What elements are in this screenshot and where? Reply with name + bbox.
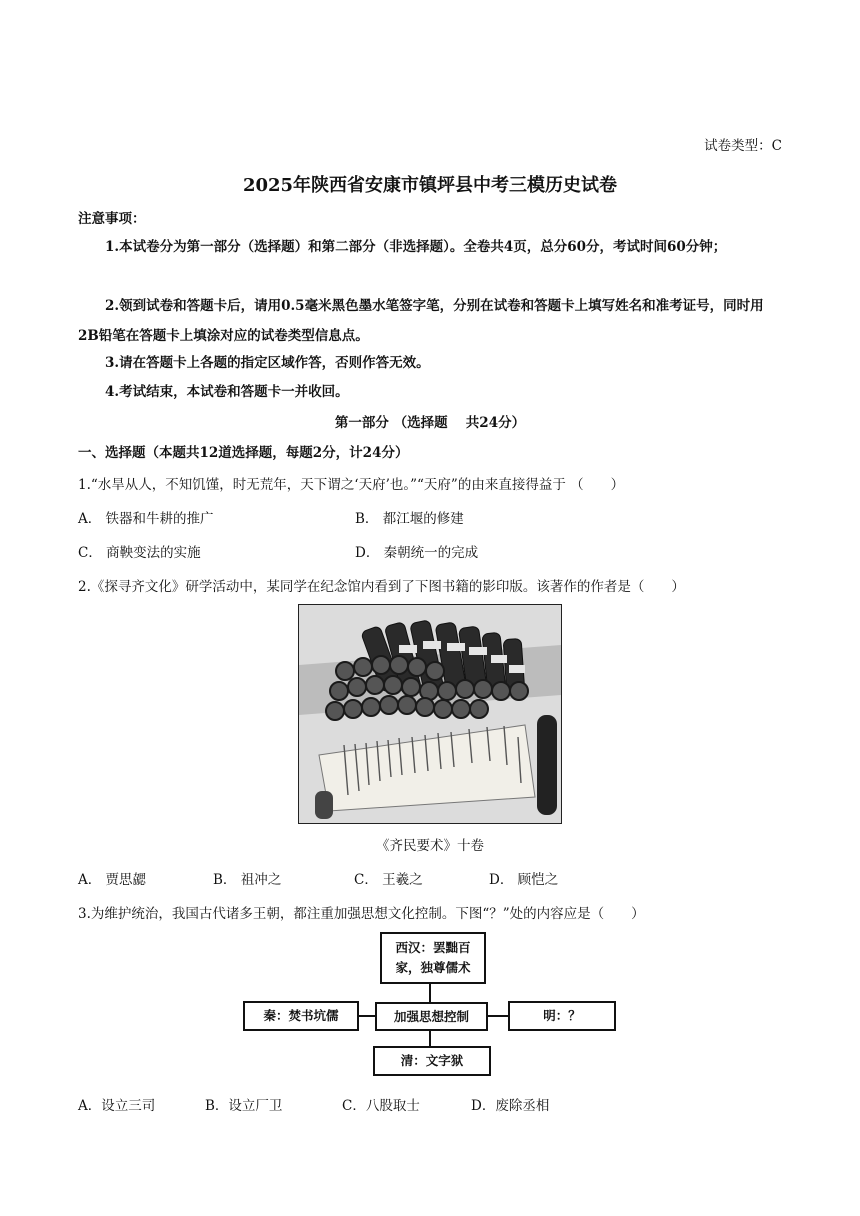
image-caption: 《齐民要术》十卷 bbox=[376, 838, 484, 854]
q1-option-c: C． 商鞅变法的实施 bbox=[78, 545, 201, 561]
connector-left bbox=[357, 1015, 375, 1017]
connector-bottom bbox=[429, 1029, 431, 1046]
box-center: 加强思想控制 bbox=[375, 1002, 488, 1031]
q3-option-d: D．废除丞相 bbox=[471, 1098, 550, 1114]
section-heading: 一、选择题（本题共12道选择题，每题2分，计24分） bbox=[78, 445, 409, 461]
q1-option-d: D． 秦朝统一的完成 bbox=[355, 545, 479, 561]
q2-option-d: D． 顾恺之 bbox=[489, 872, 559, 888]
question-1-stem: 1.“水旱从人，不知饥馑，时无荒年，天下谓之‘天府’也。”“天府”的由来直接得益于 （ ） bbox=[78, 477, 625, 493]
q3-option-c: C．八股取士 bbox=[342, 1098, 420, 1114]
notice-heading: 注意事项： bbox=[78, 211, 146, 227]
box-western-han: 西汉：罢黜百家，独尊儒术 bbox=[380, 932, 486, 984]
q2-option-b: B． 祖冲之 bbox=[213, 872, 282, 888]
q2-option-a: A． 贾思勰 bbox=[78, 872, 147, 888]
box-qing: 清：文字狱 bbox=[373, 1046, 491, 1076]
scroll-illustration bbox=[299, 605, 561, 823]
q2-option-c: C． 王羲之 bbox=[354, 872, 423, 888]
connector-right bbox=[486, 1015, 508, 1017]
box-ming: 明：？ bbox=[508, 1001, 616, 1031]
notice-item-1: 1.本试卷分为第一部分（选择题）和第二部分（非选择题）。全卷共4页，总分60分，考试时间60分钟； bbox=[105, 239, 727, 255]
connector-top bbox=[429, 982, 431, 1004]
notice-item-2: 2.领到试卷和答题卡后，请用0.5毫米黑色墨水笔签字笔，分别在试卷和答题卡上填写姓名和准考证号，同时用2B铅笔在答题卡上填涂对应的试卷类型信息点。 bbox=[78, 298, 764, 344]
book-scroll-photo bbox=[298, 604, 562, 824]
paper-type-label: 试卷类型：C bbox=[704, 138, 782, 154]
question-2-stem: 2.《探寻齐文化》研学活动中，某同学在纪念馆内看到了下图书籍的影印版。该著作的作者是（ ） bbox=[78, 579, 685, 595]
part-one-title: 第一部分 （选择题 共24分） bbox=[334, 415, 526, 431]
notice-item-3: 3.请在答题卡上各题的指定区域作答，否则作答无效。 bbox=[105, 355, 430, 371]
exam-title: 2025年陕西省安康市镇坪县中考三模历史试卷 bbox=[242, 175, 618, 196]
q1-option-b: B． 都江堰的修建 bbox=[355, 511, 464, 527]
q1-option-a: A． 铁器和牛耕的推广 bbox=[78, 511, 214, 527]
box-qin: 秦：焚书坑儒 bbox=[243, 1001, 359, 1031]
q3-option-a: A．设立三司 bbox=[78, 1098, 156, 1114]
q3-option-b: B．设立厂卫 bbox=[205, 1098, 283, 1114]
question-3-stem: 3.为维护统治，我国古代诸多王朝，都注重加强思想文化控制。下图“？”处的内容应是（ ） bbox=[78, 906, 645, 922]
notice-item-4: 4.考试结束，本试卷和答题卡一并收回。 bbox=[105, 384, 349, 400]
